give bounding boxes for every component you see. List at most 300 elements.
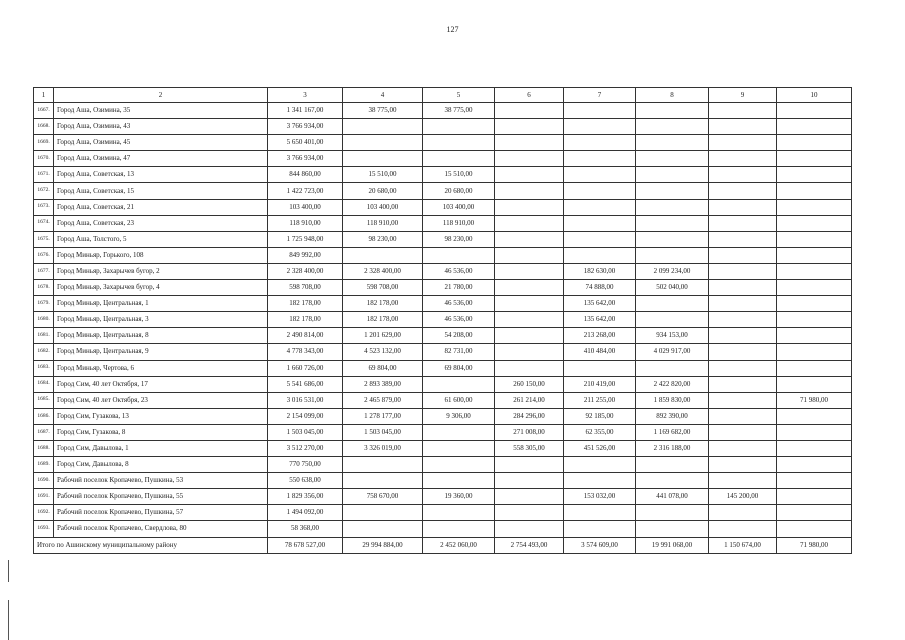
value-cell: 135 642,00	[564, 296, 636, 312]
value-cell	[564, 135, 636, 151]
row-number: 1693.	[34, 521, 54, 537]
value-cell	[709, 312, 777, 328]
value-cell	[564, 103, 636, 119]
row-number: 1673.	[34, 199, 54, 215]
value-cell	[777, 231, 852, 247]
row-number: 1690.	[34, 473, 54, 489]
value-cell: 15 510,00	[343, 167, 423, 183]
value-cell	[423, 440, 495, 456]
value-cell	[709, 280, 777, 296]
value-cell	[495, 473, 564, 489]
value-cell	[777, 103, 852, 119]
register-table	[33, 87, 852, 554]
address-cell: Город Аша, Советская, 15	[54, 183, 268, 199]
row-number: 1672.	[34, 183, 54, 199]
value-cell: 46 536,00	[423, 296, 495, 312]
value-cell: 284 296,00	[495, 408, 564, 424]
value-cell: 1 201 629,00	[343, 328, 423, 344]
table-row	[34, 344, 852, 360]
value-cell: 1 829 356,00	[268, 489, 343, 505]
value-cell: 550 638,00	[268, 473, 343, 489]
value-cell	[343, 247, 423, 263]
value-cell: 69 804,00	[423, 360, 495, 376]
table-row	[34, 505, 852, 521]
table-row	[34, 247, 852, 263]
column-header: 5	[423, 88, 495, 103]
value-cell	[636, 151, 709, 167]
address-cell: Город Миньяр, Центральная, 1	[54, 296, 268, 312]
row-number: 1692.	[34, 505, 54, 521]
value-cell	[636, 296, 709, 312]
value-cell	[495, 328, 564, 344]
value-cell: 934 153,00	[636, 328, 709, 344]
value-cell: 2 893 389,00	[343, 376, 423, 392]
value-cell	[636, 473, 709, 489]
value-cell	[709, 215, 777, 231]
value-cell	[495, 119, 564, 135]
value-cell	[777, 408, 852, 424]
value-cell: 98 230,00	[343, 231, 423, 247]
value-cell	[636, 167, 709, 183]
value-cell	[495, 360, 564, 376]
value-cell: 770 750,00	[268, 457, 343, 473]
row-number: 1686.	[34, 408, 54, 424]
value-cell: 210 419,00	[564, 376, 636, 392]
value-cell	[564, 360, 636, 376]
value-cell	[564, 199, 636, 215]
value-cell	[343, 151, 423, 167]
value-cell: 271 008,00	[495, 424, 564, 440]
row-number: 1670.	[34, 151, 54, 167]
address-cell: Город Аша, Озимина, 35	[54, 103, 268, 119]
value-cell	[709, 408, 777, 424]
value-cell	[636, 360, 709, 376]
value-cell	[709, 151, 777, 167]
value-cell	[709, 521, 777, 537]
value-cell: 118 910,00	[268, 215, 343, 231]
value-cell	[495, 183, 564, 199]
value-cell: 2 154 099,00	[268, 408, 343, 424]
table-row	[34, 408, 852, 424]
address-cell: Город Сим, Гузакова, 13	[54, 408, 268, 424]
total-value-cell: 2 754 493,00	[495, 537, 564, 553]
value-cell: 153 032,00	[564, 489, 636, 505]
value-cell	[636, 103, 709, 119]
value-cell	[495, 457, 564, 473]
value-cell	[423, 473, 495, 489]
value-cell	[423, 376, 495, 392]
value-cell	[777, 424, 852, 440]
value-cell: 62 355,00	[564, 424, 636, 440]
value-cell	[709, 296, 777, 312]
value-cell	[423, 119, 495, 135]
column-header: 7	[564, 88, 636, 103]
value-cell: 3 512 270,00	[268, 440, 343, 456]
value-cell	[636, 119, 709, 135]
table-row	[34, 151, 852, 167]
value-cell: 1 341 167,00	[268, 103, 343, 119]
value-cell: 98 230,00	[423, 231, 495, 247]
value-cell	[495, 263, 564, 279]
value-cell	[423, 457, 495, 473]
table-row	[34, 473, 852, 489]
row-number: 1679.	[34, 296, 54, 312]
value-cell	[423, 247, 495, 263]
value-cell	[495, 151, 564, 167]
table-row	[34, 103, 852, 119]
row-number: 1678.	[34, 280, 54, 296]
value-cell	[777, 199, 852, 215]
value-cell: 3 766 934,00	[268, 151, 343, 167]
value-cell: 46 536,00	[423, 312, 495, 328]
value-cell: 410 484,00	[564, 344, 636, 360]
value-cell	[564, 167, 636, 183]
value-cell	[777, 296, 852, 312]
value-cell	[636, 215, 709, 231]
value-cell: 82 731,00	[423, 344, 495, 360]
value-cell	[495, 489, 564, 505]
row-number: 1668.	[34, 119, 54, 135]
table-row	[34, 424, 852, 440]
value-cell: 182 178,00	[343, 312, 423, 328]
value-cell	[564, 215, 636, 231]
value-cell: 2 328 400,00	[268, 263, 343, 279]
table-row	[34, 183, 852, 199]
value-cell	[777, 489, 852, 505]
page-number: 127	[446, 25, 459, 34]
total-value-cell: 29 994 884,00	[343, 537, 423, 553]
total-value-cell: 3 574 609,00	[564, 537, 636, 553]
row-number: 1677.	[34, 263, 54, 279]
value-cell	[709, 505, 777, 521]
value-cell: 3 326 019,00	[343, 440, 423, 456]
value-cell: 3 016 531,00	[268, 392, 343, 408]
address-cell: Город Миньяр, Центральная, 9	[54, 344, 268, 360]
value-cell: 1 725 948,00	[268, 231, 343, 247]
value-cell: 1 503 045,00	[343, 424, 423, 440]
address-cell: Рабочий поселок Кропачево, Пушкина, 55	[54, 489, 268, 505]
value-cell	[636, 135, 709, 151]
address-cell: Город Сим, Давылова, 8	[54, 457, 268, 473]
value-cell: 92 185,00	[564, 408, 636, 424]
value-cell: 4 523 132,00	[343, 344, 423, 360]
value-cell	[709, 103, 777, 119]
value-cell	[564, 119, 636, 135]
value-cell: 441 078,00	[636, 489, 709, 505]
value-cell: 103 400,00	[268, 199, 343, 215]
table-row	[34, 392, 852, 408]
value-cell: 38 775,00	[423, 103, 495, 119]
value-cell: 182 178,00	[268, 296, 343, 312]
value-cell	[777, 360, 852, 376]
value-cell: 103 400,00	[343, 199, 423, 215]
row-number: 1675.	[34, 231, 54, 247]
value-cell	[423, 521, 495, 537]
value-cell: 211 255,00	[564, 392, 636, 408]
value-cell	[709, 199, 777, 215]
table-row	[34, 167, 852, 183]
value-cell	[495, 247, 564, 263]
value-cell: 2 465 879,00	[343, 392, 423, 408]
row-number: 1683.	[34, 360, 54, 376]
row-number: 1669.	[34, 135, 54, 151]
value-cell	[495, 280, 564, 296]
address-cell: Рабочий поселок Кропачево, Пушкина, 57	[54, 505, 268, 521]
value-cell: 2 328 400,00	[343, 263, 423, 279]
value-cell	[709, 473, 777, 489]
address-cell: Город Миньяр, Чертова, 6	[54, 360, 268, 376]
row-number: 1671.	[34, 167, 54, 183]
value-cell	[423, 424, 495, 440]
table-row	[34, 360, 852, 376]
address-cell: Город Миньяр, Захарычев бугор, 2	[54, 263, 268, 279]
value-cell: 502 040,00	[636, 280, 709, 296]
value-cell	[564, 457, 636, 473]
total-row	[34, 537, 852, 553]
value-cell: 2 422 820,00	[636, 376, 709, 392]
value-cell: 182 178,00	[268, 312, 343, 328]
address-cell: Город Аша, Советская, 13	[54, 167, 268, 183]
value-cell	[495, 505, 564, 521]
table-row	[34, 296, 852, 312]
table-row	[34, 135, 852, 151]
value-cell	[423, 151, 495, 167]
total-value-cell: 78 678 527,00	[268, 537, 343, 553]
address-cell: Город Миньяр, Центральная, 8	[54, 328, 268, 344]
value-cell: 20 680,00	[343, 183, 423, 199]
value-cell	[709, 263, 777, 279]
value-cell: 4 778 343,00	[268, 344, 343, 360]
total-value-cell: 19 991 068,00	[636, 537, 709, 553]
value-cell	[709, 328, 777, 344]
value-cell: 1 278 177,00	[343, 408, 423, 424]
row-number: 1682.	[34, 344, 54, 360]
value-cell: 145 200,00	[709, 489, 777, 505]
address-cell: Рабочий поселок Кропачево, Пушкина, 53	[54, 473, 268, 489]
value-cell	[777, 457, 852, 473]
value-cell: 103 400,00	[423, 199, 495, 215]
value-cell	[564, 247, 636, 263]
value-cell: 118 910,00	[423, 215, 495, 231]
address-cell: Город Аша, Озимина, 45	[54, 135, 268, 151]
value-cell: 5 650 401,00	[268, 135, 343, 151]
table-row	[34, 521, 852, 537]
value-cell: 2 490 814,00	[268, 328, 343, 344]
table-row	[34, 440, 852, 456]
table-row	[34, 489, 852, 505]
address-cell: Город Миньяр, Центральная, 3	[54, 312, 268, 328]
table-row	[34, 312, 852, 328]
value-cell: 71 980,00	[777, 392, 852, 408]
value-cell	[495, 103, 564, 119]
value-cell	[709, 376, 777, 392]
value-cell	[777, 119, 852, 135]
value-cell	[777, 521, 852, 537]
value-cell: 54 208,00	[423, 328, 495, 344]
address-cell: Рабочий поселок Кропачево, Свердлова, 80	[54, 521, 268, 537]
value-cell: 598 708,00	[268, 280, 343, 296]
value-cell	[636, 505, 709, 521]
total-value-cell: 1 150 674,00	[709, 537, 777, 553]
value-cell	[636, 521, 709, 537]
value-cell	[709, 247, 777, 263]
value-cell	[343, 521, 423, 537]
row-number: 1684.	[34, 376, 54, 392]
value-cell	[777, 135, 852, 151]
address-cell: Город Сим, Давылова, 1	[54, 440, 268, 456]
value-cell: 1 169 682,00	[636, 424, 709, 440]
value-cell: 844 860,00	[268, 167, 343, 183]
value-cell: 182 178,00	[343, 296, 423, 312]
column-header: 4	[343, 88, 423, 103]
row-number: 1680.	[34, 312, 54, 328]
value-cell: 9 306,00	[423, 408, 495, 424]
table-row	[34, 263, 852, 279]
value-cell: 15 510,00	[423, 167, 495, 183]
value-cell	[777, 280, 852, 296]
value-cell	[343, 505, 423, 521]
value-cell: 69 804,00	[343, 360, 423, 376]
value-cell	[495, 231, 564, 247]
value-cell	[343, 473, 423, 489]
table-row	[34, 199, 852, 215]
address-cell: Город Сим, Гузакова, 8	[54, 424, 268, 440]
value-cell	[636, 312, 709, 328]
value-cell	[636, 231, 709, 247]
value-cell	[777, 473, 852, 489]
row-number: 1687.	[34, 424, 54, 440]
value-cell: 261 214,00	[495, 392, 564, 408]
value-cell: 451 526,00	[564, 440, 636, 456]
value-cell	[564, 183, 636, 199]
value-cell	[777, 344, 852, 360]
value-cell	[495, 344, 564, 360]
value-cell	[343, 119, 423, 135]
address-cell: Город Аша, Советская, 21	[54, 199, 268, 215]
value-cell: 849 992,00	[268, 247, 343, 263]
row-number: 1685.	[34, 392, 54, 408]
column-header: 10	[777, 88, 852, 103]
address-cell: Город Аша, Озимина, 47	[54, 151, 268, 167]
value-cell: 74 888,00	[564, 280, 636, 296]
value-cell: 2 099 234,00	[636, 263, 709, 279]
value-cell: 182 630,00	[564, 263, 636, 279]
value-cell: 21 780,00	[423, 280, 495, 296]
value-cell	[777, 376, 852, 392]
value-cell	[709, 360, 777, 376]
column-header: 2	[54, 88, 268, 103]
row-number: 1674.	[34, 215, 54, 231]
value-cell	[777, 263, 852, 279]
value-cell	[709, 231, 777, 247]
value-cell: 3 766 934,00	[268, 119, 343, 135]
value-cell	[495, 215, 564, 231]
value-cell	[636, 183, 709, 199]
value-cell	[423, 505, 495, 521]
table-row	[34, 376, 852, 392]
value-cell	[564, 473, 636, 489]
value-cell: 213 268,00	[564, 328, 636, 344]
value-cell	[495, 296, 564, 312]
value-cell: 20 680,00	[423, 183, 495, 199]
value-cell: 1 503 045,00	[268, 424, 343, 440]
value-cell	[777, 312, 852, 328]
row-number: 1691.	[34, 489, 54, 505]
value-cell	[777, 183, 852, 199]
value-cell: 2 316 188,00	[636, 440, 709, 456]
value-cell	[564, 521, 636, 537]
value-cell	[636, 247, 709, 263]
value-cell	[777, 440, 852, 456]
table-row	[34, 280, 852, 296]
value-cell	[777, 247, 852, 263]
address-cell: Город Аша, Толстого, 5	[54, 231, 268, 247]
value-cell	[777, 167, 852, 183]
binding-mark	[8, 560, 9, 582]
value-cell: 892 390,00	[636, 408, 709, 424]
total-value-cell: 71 980,00	[777, 537, 852, 553]
value-cell	[709, 440, 777, 456]
address-cell: Город Миньяр, Захарычев бугор, 4	[54, 280, 268, 296]
value-cell: 46 536,00	[423, 263, 495, 279]
value-cell	[777, 505, 852, 521]
value-cell	[709, 167, 777, 183]
table-row	[34, 231, 852, 247]
value-cell	[709, 392, 777, 408]
address-cell: Город Миньяр, Горького, 108	[54, 247, 268, 263]
value-cell	[636, 199, 709, 215]
value-cell: 4 029 917,00	[636, 344, 709, 360]
value-cell	[564, 505, 636, 521]
value-cell	[343, 457, 423, 473]
value-cell: 5 541 686,00	[268, 376, 343, 392]
value-cell	[709, 135, 777, 151]
address-cell: Город Аша, Озимина, 43	[54, 119, 268, 135]
value-cell	[709, 424, 777, 440]
address-cell: Город Сим, 40 лет Октября, 23	[54, 392, 268, 408]
value-cell: 1 422 723,00	[268, 183, 343, 199]
address-cell: Город Сим, 40 лет Октября, 17	[54, 376, 268, 392]
value-cell	[564, 151, 636, 167]
value-cell	[495, 167, 564, 183]
value-cell	[343, 135, 423, 151]
column-header: 6	[495, 88, 564, 103]
value-cell: 758 670,00	[343, 489, 423, 505]
value-cell	[709, 183, 777, 199]
value-cell	[564, 231, 636, 247]
row-number: 1681.	[34, 328, 54, 344]
binding-mark	[8, 600, 9, 640]
value-cell: 1 660 726,00	[268, 360, 343, 376]
value-cell	[495, 135, 564, 151]
row-number: 1676.	[34, 247, 54, 263]
table-row	[34, 119, 852, 135]
value-cell	[709, 457, 777, 473]
column-header: 3	[268, 88, 343, 103]
value-cell	[709, 119, 777, 135]
value-cell: 135 642,00	[564, 312, 636, 328]
row-number: 1689.	[34, 457, 54, 473]
value-cell	[495, 312, 564, 328]
value-cell: 598 708,00	[343, 280, 423, 296]
value-cell	[777, 151, 852, 167]
column-header: 8	[636, 88, 709, 103]
value-cell	[495, 521, 564, 537]
value-cell: 61 600,00	[423, 392, 495, 408]
value-cell: 558 305,00	[495, 440, 564, 456]
value-cell	[777, 215, 852, 231]
value-cell	[423, 135, 495, 151]
